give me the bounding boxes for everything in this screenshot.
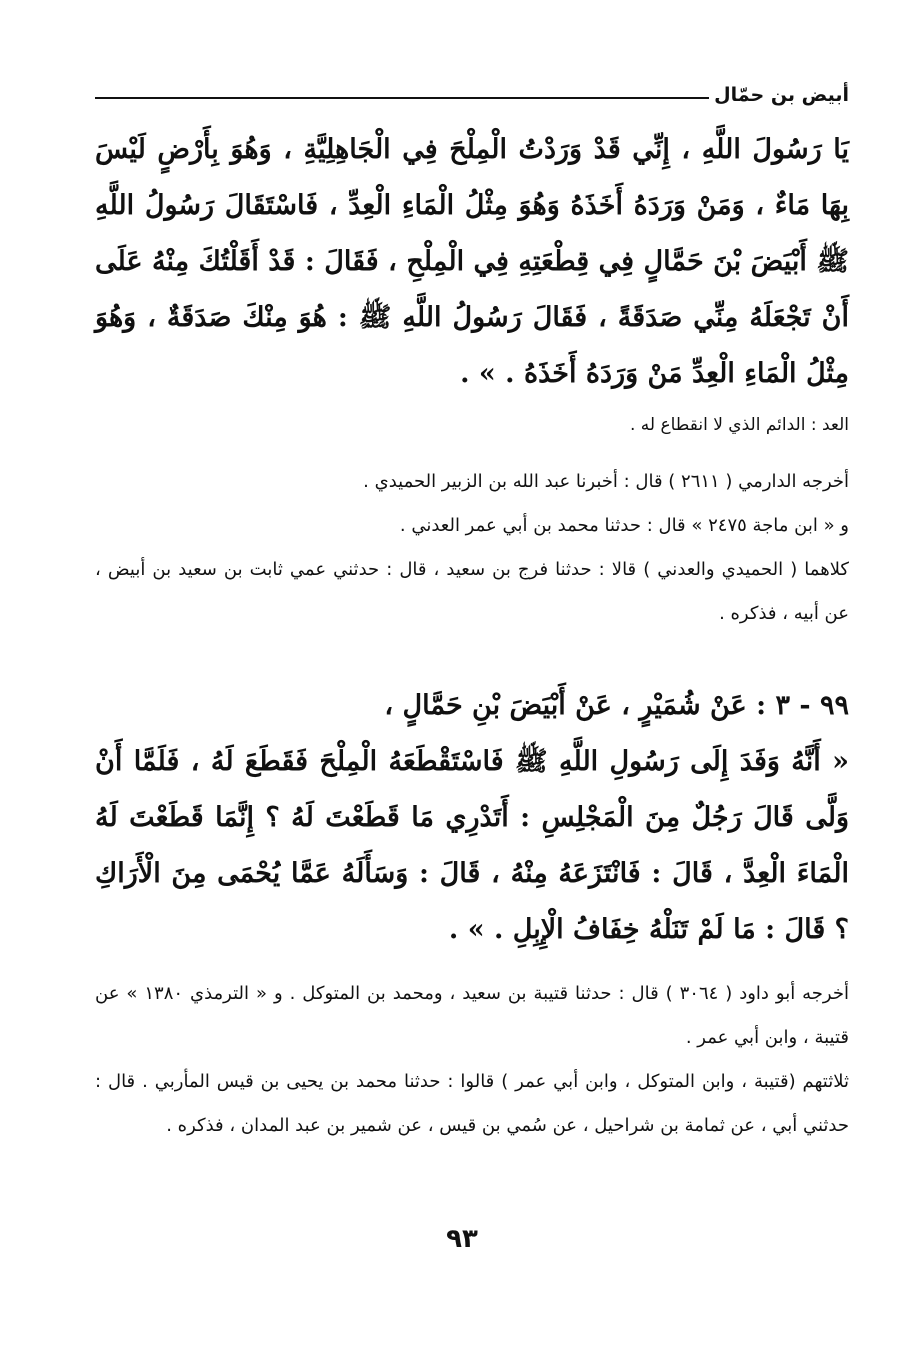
hadith-2-text: « أَنَّهُ وَفَدَ إِلَى رَسُولِ اللَّهِ ﷺ فَاسْتَقْطَعَهُ الْمِلْحَ فَقَطَعَ لَهُ ، فَلَمَّا أَنْ وَلَّى قَالَ رَجُلٌ مِنَ الْمَجْلِسِ : أَتَدْرِي مَا قَطَعْتَ لَهُ ؟ إِنَّمَا قَطَعْتَ لَهُ الْمَاءَ الْعِدَّ ، قَالَ : فَانْتَزَعَهُ مِنْهُ ، قَالَ : وَسَأَلَهُ عَمَّا يُحْمَى مِنَ الْأَرَاكِ ؟ قَالَ : مَا لَمْ تَنَلْهُ خِفَافُ الْإِبِلِ . » . [95, 746, 849, 945]
gloss-text: العد : الدائم الذي لا انقطاع له . [629, 415, 849, 435]
takhrij-1-line-1: أخرجه الدارمي ( ٢٦١١ ) قال : أخبرنا عبد الله بن الزبير الحميدي . [363, 471, 849, 492]
takhrij-2-line-1: أخرجه أبو داود ( ٣٠٦٤ ) قال : حدثنا قتيبة بن سعيد ، ومحمد بن المتوكل . و « الترمذي ١٣٨٠ » عن قتيبة ، وابن أبي عمر . [95, 983, 849, 1048]
page-number: ٩٣ [446, 1224, 478, 1254]
hadith-1-text: يَا رَسُولَ اللَّهِ ، إِنِّي قَدْ وَرَدْتُ الْمِلْحَ فِي الْجَاهِلِيَّةِ ، وَهُوَ بِأَرْضٍ لَيْسَ بِهَا مَاءٌ ، وَمَنْ وَرَدَهُ أَخَذَهُ وَهُوَ مِثْلُ الْمَاءِ الْعِدِّ ، فَاسْتَقَالَ رَسُولُ اللَّهِ ﷺ أَبْيَضَ بْنَ حَمَّالٍ فِي قِطْعَتِهِ فِي الْمِلْحِ ، فَقَالَ : قَدْ أَقَلْتُكَ مِنْهُ عَلَى أَنْ تَجْعَلَهُ مِنِّي صَدَقَةً ، فَقَالَ رَسُولُ اللَّهِ ﷺ : هُوَ مِنْكَ صَدَقَةٌ ، وَهُوَ مِثْلُ الْمَاءِ الْعِدِّ مَنْ وَرَدَهُ أَخَذَهُ . » . [95, 134, 849, 389]
hadith-2 [95, 678, 849, 958]
running-title: أبيض بن حمّال [714, 84, 849, 106]
takhrij-1 [95, 460, 849, 636]
takhrij-1-line-3: كلاهما ( الحميدي والعدني ) قالا : حدثنا فرج بن سعيد ، قال : حدثني عمي ثابت بن سعيد بن أبيض ، عن أبيه ، فذكره . [95, 559, 849, 624]
takhrij-2-line-2: ثلاثتهم (قتيبة ، وابن المتوكل ، وابن أبي عمر ) قالوا : حدثنا محمد بن يحيى بن قيس المأربي . قال : حدثني أبي ، عن ثمامة بن شراحيل ، عن سُمي بن قيس ، عن شمير بن عبد المدان ، فذكره . [95, 1071, 849, 1136]
header-rule [95, 97, 709, 99]
takhrij-1-line-2: و « ابن ماجة ٢٤٧٥ » قال : حدثنا محمد بن أبي عمر العدني . [399, 515, 849, 536]
hadith-2-heading: ٩٩ - ٣ : عَنْ شُمَيْرٍ ، عَنْ أَبْيَضَ بْنِ حَمَّالٍ ، [384, 690, 849, 721]
gloss-note [95, 410, 849, 440]
page-header [95, 82, 849, 114]
takhrij-2 [95, 972, 849, 1148]
hadith-1 [95, 122, 849, 402]
